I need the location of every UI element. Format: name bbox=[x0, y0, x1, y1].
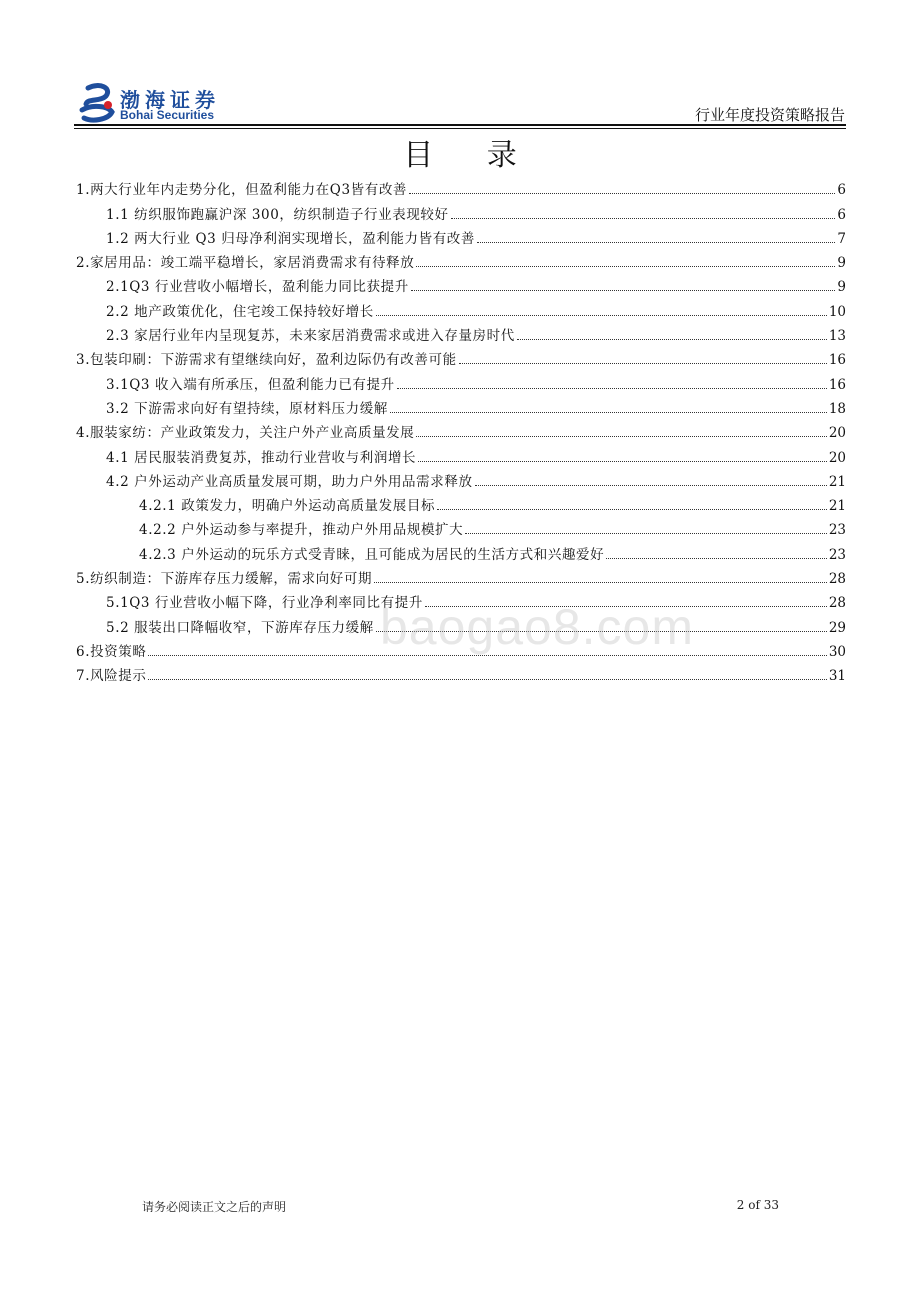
toc-entry[interactable] bbox=[76, 273, 846, 297]
toc-entry-page: 6 bbox=[837, 182, 846, 199]
toc-entry[interactable] bbox=[76, 322, 846, 346]
toc-dot-leader bbox=[390, 412, 827, 413]
toc-entry-page: 20 bbox=[828, 449, 846, 466]
toc-dot-leader bbox=[451, 218, 836, 219]
logo-english-name: Bohai Securities bbox=[120, 108, 215, 122]
page-header bbox=[0, 0, 920, 130]
toc-entry[interactable] bbox=[76, 249, 846, 273]
toc-entry-page: 20 bbox=[828, 425, 846, 442]
toc-entry-page: 16 bbox=[828, 376, 846, 393]
toc-entry-label: 3.2 下游需求向好有望持续，原材料压力缓解 bbox=[106, 400, 388, 417]
toc-entry-label: 2.3 家居行业年内呈现复苏，未来家居消费需求或进入存量房时代 bbox=[106, 328, 515, 345]
toc-entry[interactable] bbox=[76, 443, 846, 467]
toc-entry-label: 4.2.2 户外运动参与率提升，推动户外用品规模扩大 bbox=[139, 522, 464, 539]
bohai-logo bbox=[78, 82, 278, 124]
toc-entry[interactable] bbox=[76, 297, 846, 321]
toc-entry[interactable] bbox=[76, 492, 846, 516]
toc-dot-leader bbox=[437, 509, 827, 510]
toc-entry-label: 5.2 服装出口降幅收窄，下游库存压力缓解 bbox=[106, 619, 374, 636]
toc-entry-page: 30 bbox=[828, 643, 846, 660]
toc-entry-page: 23 bbox=[828, 522, 846, 539]
toc-dot-leader bbox=[477, 242, 835, 243]
toc-dot-leader bbox=[416, 436, 826, 437]
toc-dot-leader bbox=[475, 485, 827, 486]
toc-entry-page: 9 bbox=[837, 279, 846, 296]
toc-entry-label: 4.2.1 政策发力，明确户外运动高质量发展目标 bbox=[139, 498, 436, 515]
toc-entry-page: 31 bbox=[828, 668, 846, 685]
toc-entry-label: 1.1 纺织服饰跑赢沪深 300，纺织制造子行业表现较好 bbox=[106, 206, 449, 223]
toc-dot-leader bbox=[148, 679, 826, 680]
page-indicator: 2 of 33 bbox=[736, 1198, 779, 1212]
toc-entry[interactable] bbox=[76, 565, 846, 589]
toc-entry[interactable] bbox=[76, 225, 846, 249]
toc-entry-page: 9 bbox=[837, 255, 846, 272]
toc-entry-page: 21 bbox=[828, 498, 846, 515]
toc-entry[interactable] bbox=[76, 176, 846, 200]
toc-entry[interactable] bbox=[76, 346, 846, 370]
toc-entry[interactable] bbox=[76, 516, 846, 540]
toc-entry[interactable] bbox=[76, 370, 846, 394]
toc-entry-label: 3.包装印刷：下游需求有望继续向好，盈利边际仍有改善可能 bbox=[76, 352, 457, 369]
toc-entry-label: 5.1Q3 行业营收小幅下降，行业净利率同比有提升 bbox=[106, 595, 423, 612]
toc-entry-page: 6 bbox=[837, 206, 846, 223]
toc-dot-leader bbox=[397, 388, 827, 389]
header-divider bbox=[74, 124, 846, 126]
toc-entry-label: 4.服装家纺：产业政策发力，关注户外产业高质量发展 bbox=[76, 425, 415, 442]
toc-entry-label: 2.1Q3 行业营收小幅增长，盈利能力同比获提升 bbox=[106, 279, 409, 296]
watermark: baogao8.com bbox=[380, 599, 695, 655]
header-divider-thin bbox=[74, 128, 846, 129]
disclaimer-note: 请务必阅读正文之后的声明 bbox=[142, 1200, 287, 1214]
toc-entry-page: 13 bbox=[828, 328, 846, 345]
toc-entry-page: 10 bbox=[828, 303, 846, 320]
toc-dot-leader bbox=[376, 315, 827, 316]
toc-dot-leader bbox=[459, 363, 827, 364]
toc-entry-page: 28 bbox=[828, 595, 846, 612]
toc-entry-page: 28 bbox=[828, 571, 846, 588]
toc-dot-leader bbox=[465, 533, 827, 534]
toc-entry-label: 4.2 户外运动产业高质量发展可期，助力户外用品需求释放 bbox=[106, 473, 473, 490]
toc-entry-page: 16 bbox=[828, 352, 846, 369]
toc-entry-label: 3.1Q3 收入端有所承压，但盈利能力已有提升 bbox=[106, 376, 395, 393]
toc-entry-label: 2.2 地产政策优化，住宅竣工保持较好增长 bbox=[106, 303, 374, 320]
logo-chinese-name: 渤海证券 bbox=[120, 88, 220, 112]
toc-entry-label: 1.2 两大行业 Q3 归母净利润实现增长，盈利能力皆有改善 bbox=[106, 230, 475, 247]
toc-entry-page: 18 bbox=[828, 400, 846, 417]
toc-dot-leader bbox=[374, 582, 827, 583]
toc-entry-page: 23 bbox=[828, 546, 846, 563]
bohai-logo-mark-icon bbox=[78, 82, 118, 124]
toc-entry[interactable] bbox=[76, 468, 846, 492]
toc-dot-leader bbox=[418, 461, 827, 462]
toc-entry-label: 4.1 居民服装消费复苏，推动行业营收与利润增长 bbox=[106, 449, 417, 466]
toc-dot-leader bbox=[416, 266, 835, 267]
toc-dot-leader bbox=[409, 193, 835, 194]
toc-entry[interactable] bbox=[76, 200, 846, 224]
toc-entry[interactable] bbox=[76, 395, 846, 419]
toc-entry[interactable] bbox=[76, 662, 846, 686]
toc-entry[interactable] bbox=[76, 540, 846, 564]
toc-title: 目 录 bbox=[403, 138, 539, 173]
toc-dot-leader bbox=[606, 558, 827, 559]
toc-entry-label: 2.家居用品：竣工端平稳增长，家居消费需求有待释放 bbox=[76, 255, 415, 272]
toc-dot-leader bbox=[411, 290, 836, 291]
toc-dot-leader bbox=[517, 339, 827, 340]
toc-entry-page: 21 bbox=[828, 473, 846, 490]
toc-entry-label: 5.纺织制造：下游库存压力缓解，需求向好可期 bbox=[76, 571, 373, 588]
toc-entry[interactable] bbox=[76, 419, 846, 443]
report-type: 行业年度投资策略报告 bbox=[694, 106, 845, 124]
toc-entry-label: 1.两大行业年内走势分化，但盈利能力在Q3皆有改善 bbox=[76, 182, 408, 199]
toc-entry-label: 4.2.3 户外运动的玩乐方式受青睐，且可能成为居民的生活方式和兴趣爱好 bbox=[139, 546, 605, 563]
toc-entry-page: 7 bbox=[837, 230, 846, 247]
toc-entry-label: 6.投资策略 bbox=[76, 643, 147, 660]
toc-entry-page: 29 bbox=[828, 619, 846, 636]
toc-entry-label: 7.风险提示 bbox=[76, 668, 147, 685]
